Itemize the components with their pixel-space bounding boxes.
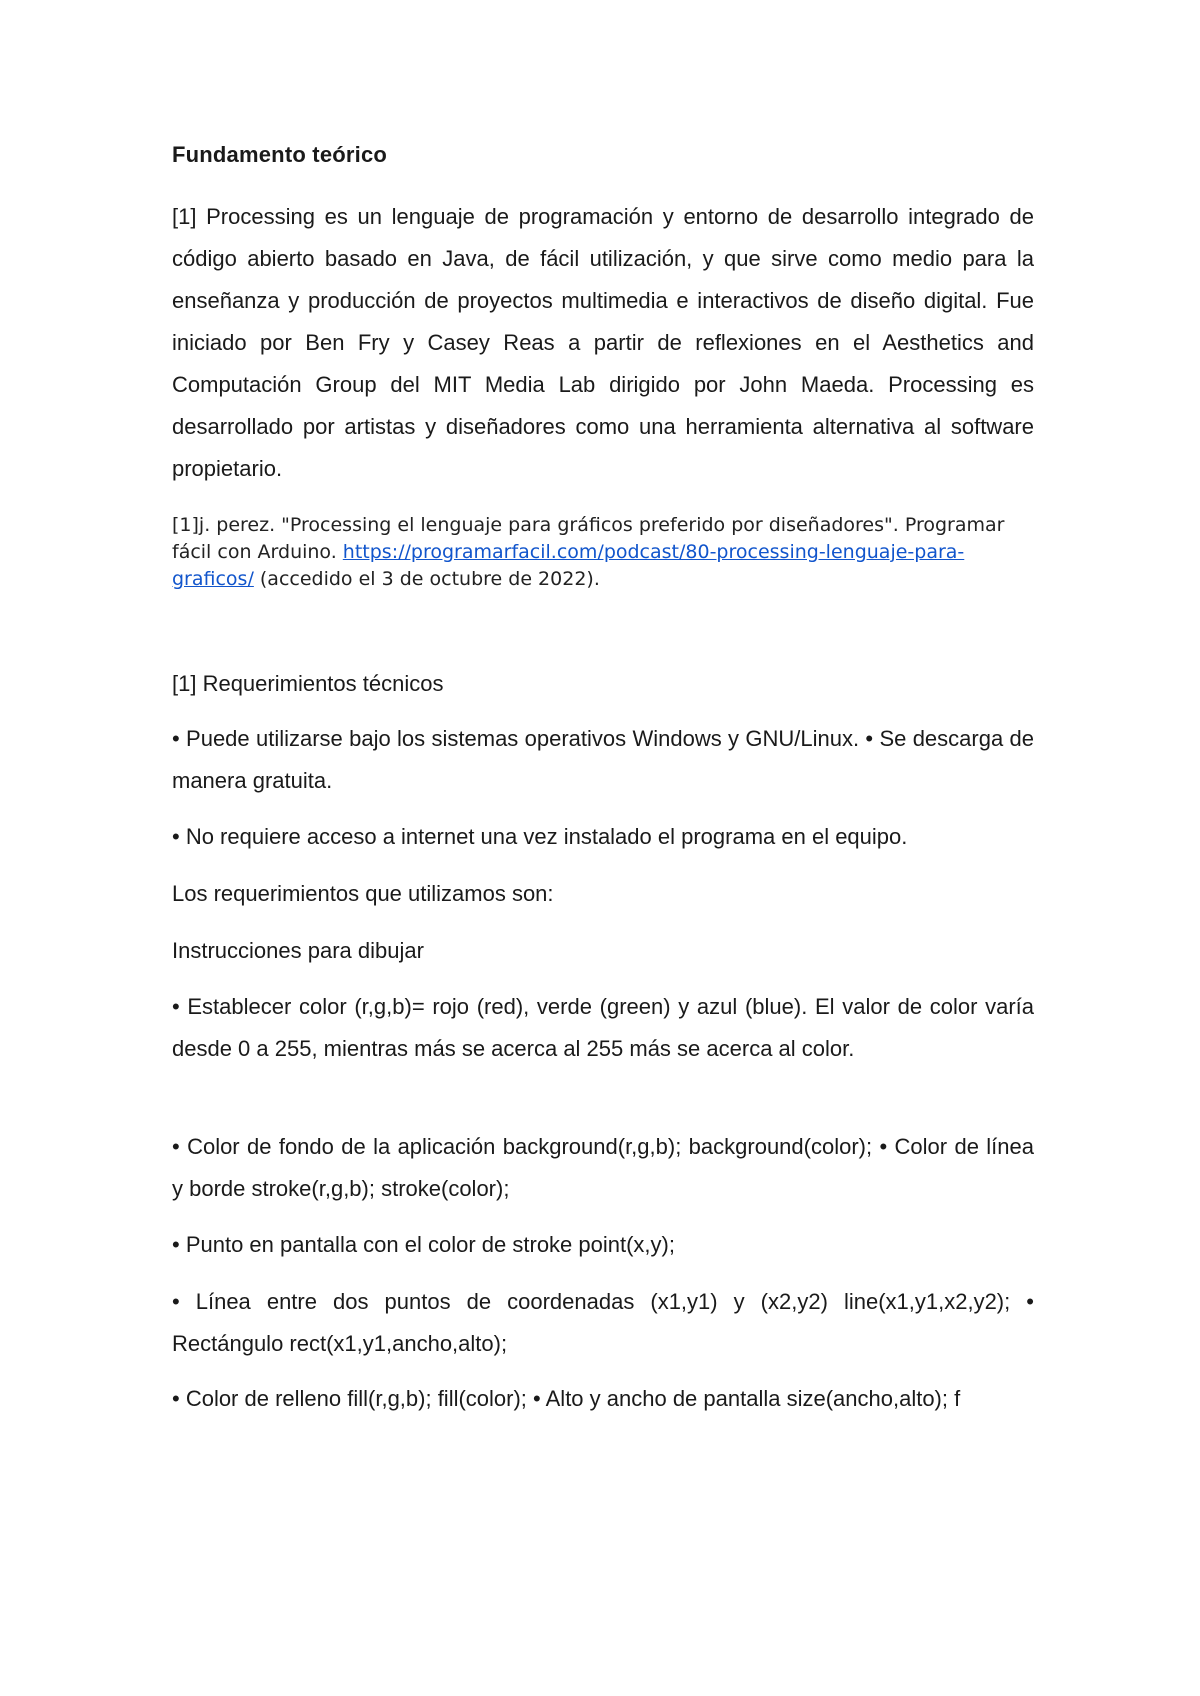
drawing-item-color: • Establecer color (r,g,b)= rojo (red), verde (green) y azul (blue). El valor de color varía desde 0 a 255, mientras más se acerca al 255 más se acerca al color. <box>172 994 1034 1061</box>
reference-accessed: (accedido el 3 de octubre de 2022). <box>253 568 600 590</box>
used-requirements-intro: Los requerimientos que utilizamos son: <box>172 881 554 906</box>
drawing-item-fill-size: • Color de relleno fill(r,g,b); fill(color); • Alto y ancho de pantalla size(ancho,alto); f <box>172 1386 961 1411</box>
intro-paragraph: [1] Processing es un lenguaje de programación y entorno de desarrollo integrado de código abierto basado en Java, de fácil utilización, y que sirve como medio para la enseñanza y producción de proyectos multimedia e interactivos de diseño digital. Fue iniciado por Ben Fry y Casey Reas a partir de reflexiones en el Aesthetics and Computación Group del MIT Media Lab dirigido por John Maeda. Processing es desarrollado por artistas y diseñadores como una herramienta alternativa al software propietario. <box>172 204 1034 481</box>
drawing-item-background-stroke: • Color de fondo de la aplicación background(r,g,b); background(color); • Color de línea y borde stroke(r,g,b); stroke(color); <box>172 1134 1034 1201</box>
section-title: Fundamento teórico <box>172 142 388 167</box>
reference-text: [1]j. perez. "Processing el lenguaje para gráficos preferido por diseñadores". Programar fácil con Arduino. <box>172 514 1005 563</box>
reference-citation <box>172 512 1034 593</box>
drawing-instructions-title: Instrucciones para dibujar <box>172 938 424 963</box>
drawing-item-point: • Punto en pantalla con el color de stroke point(x,y); <box>172 1232 675 1257</box>
reference-link[interactable]: https://programarfacil.com/podcast/80-processing-lenguaje-para-graficos/ <box>172 541 965 590</box>
requirements-title: [1] Requerimientos técnicos <box>172 671 444 696</box>
drawing-item-line-rect: • Línea entre dos puntos de coordenadas (x1,y1) y (x2,y2) line(x1,y1,x2,y2); • Rectángulo rect(x1,y1,ancho,alto); <box>172 1289 1034 1356</box>
requirement-item-1: • Puede utilizarse bajo los sistemas operativos Windows y GNU/Linux. • Se descarga de manera gratuita. <box>172 726 1034 793</box>
requirement-item-2: • No requiere acceso a internet una vez instalado el programa en el equipo. <box>172 824 908 849</box>
